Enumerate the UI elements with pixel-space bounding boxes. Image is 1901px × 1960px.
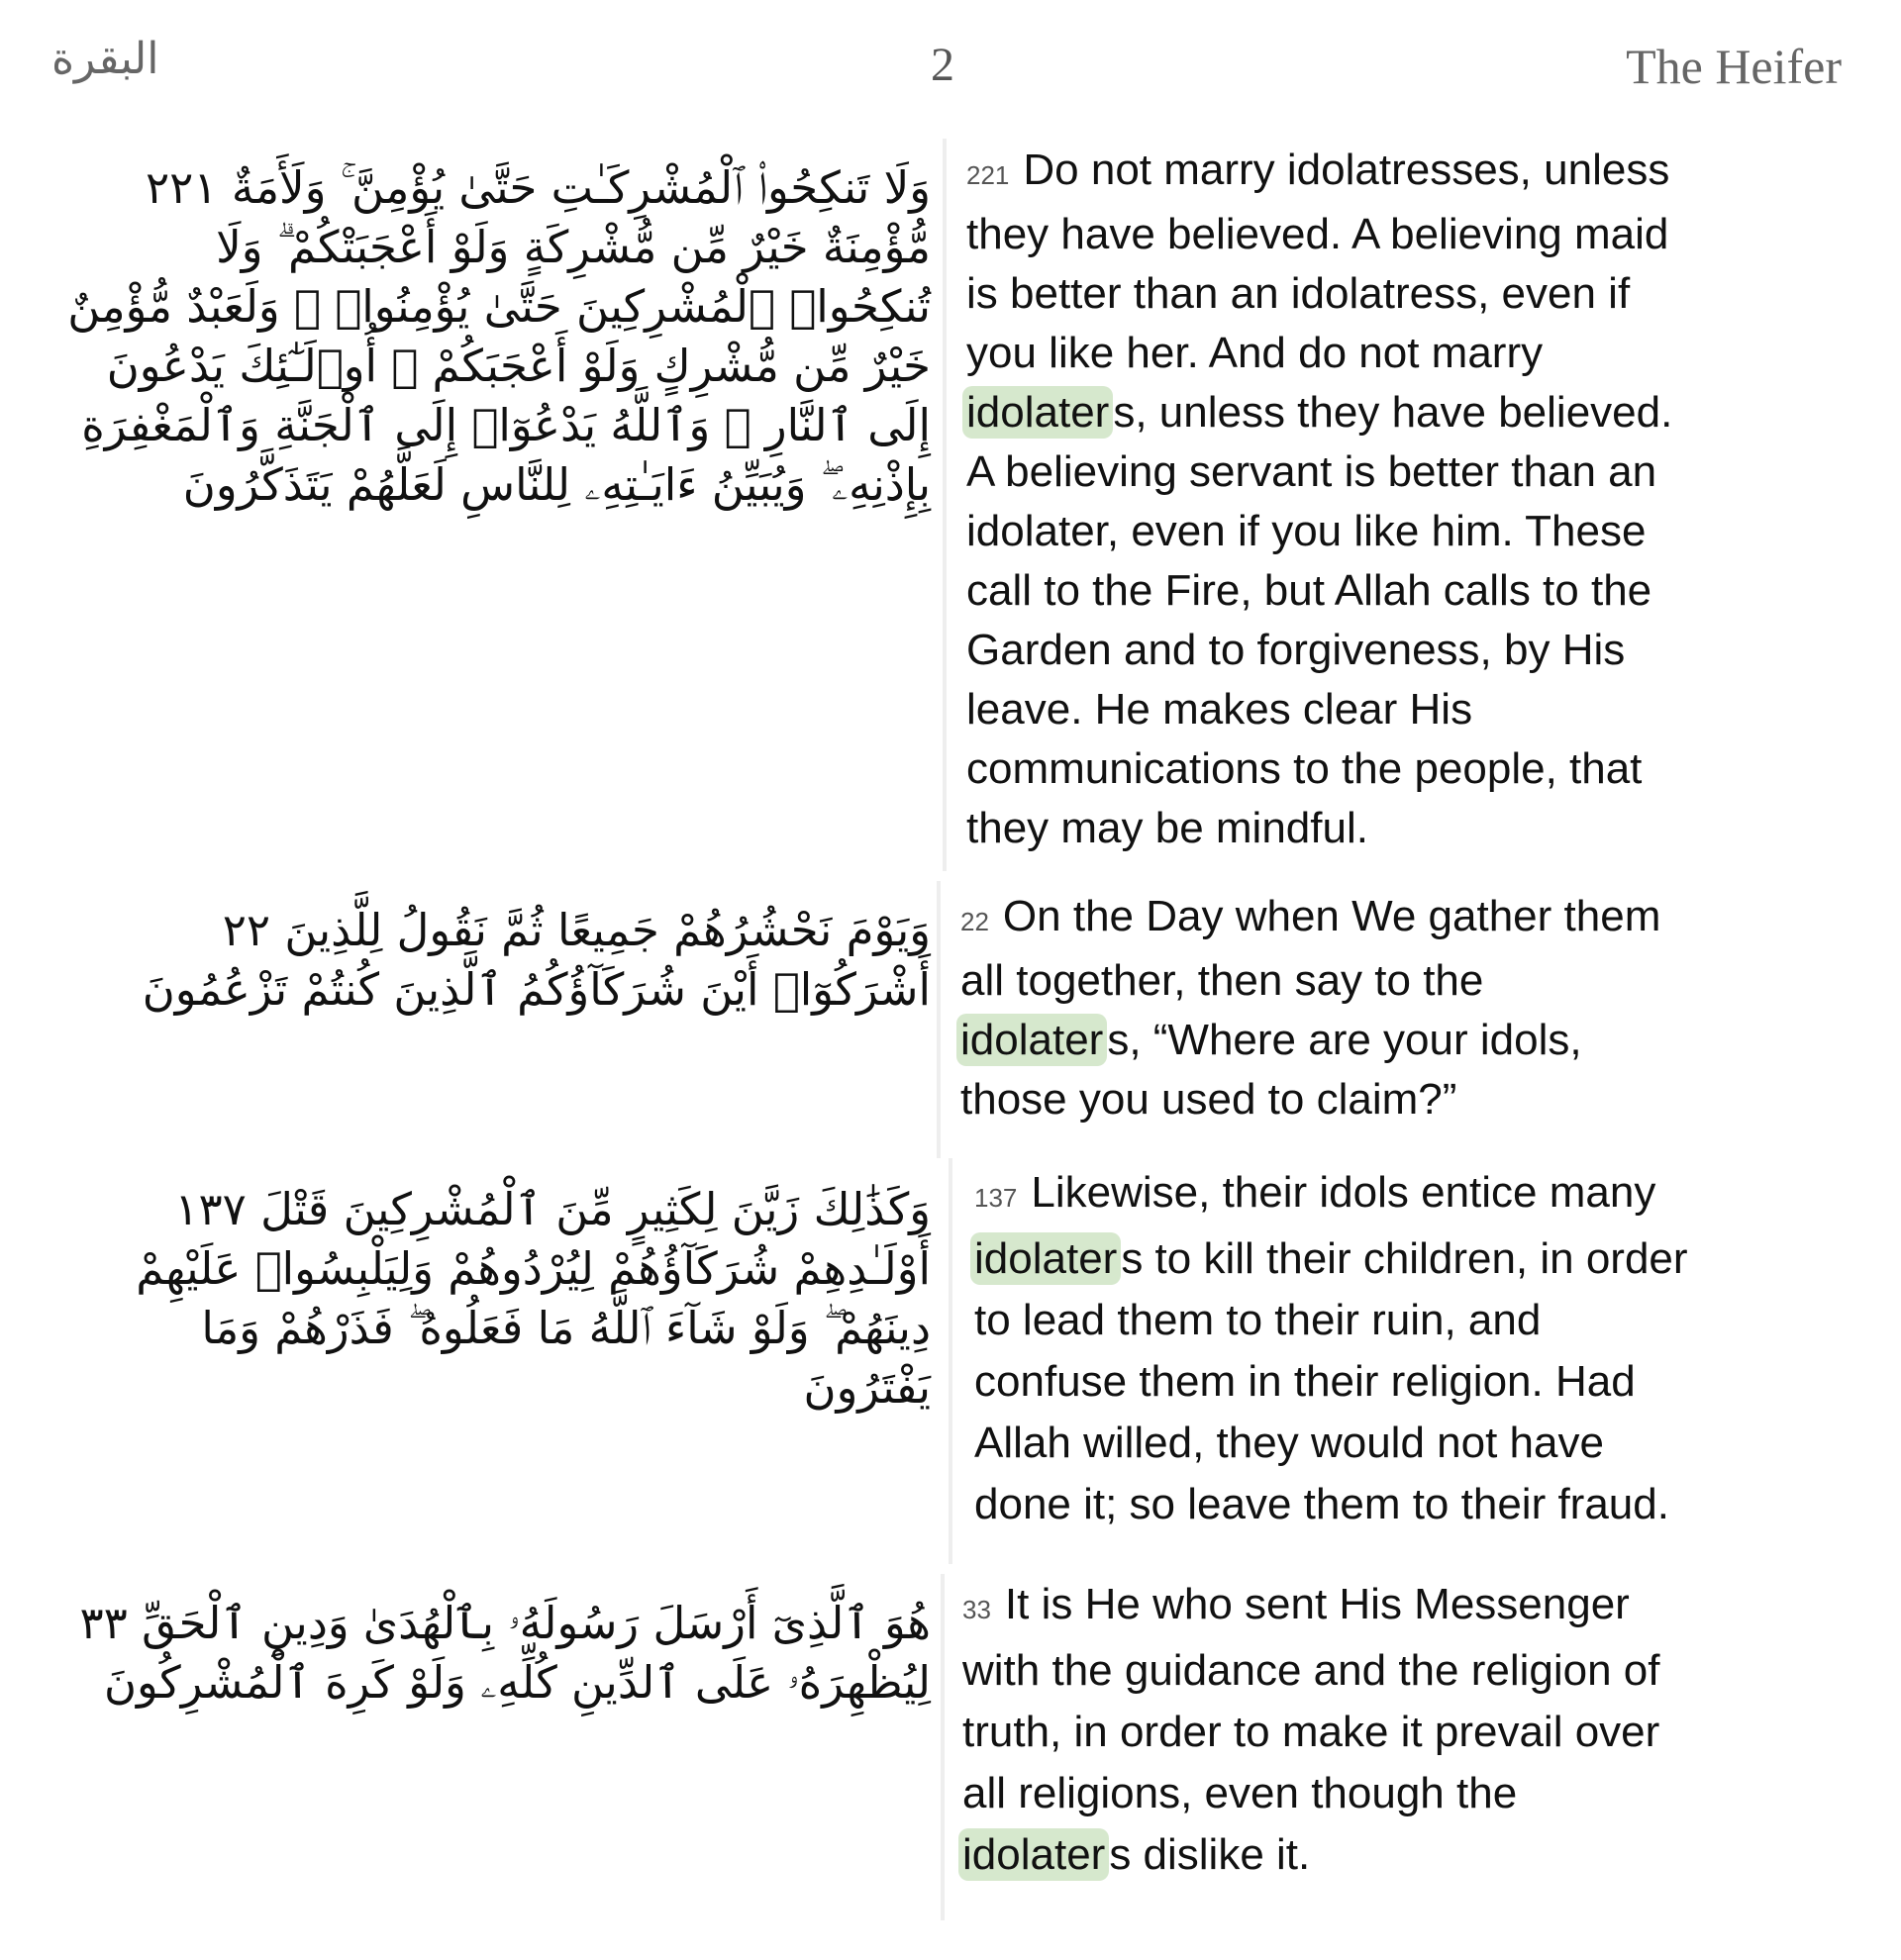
- column-divider: [943, 139, 947, 871]
- english-line: idolaters dislike it.: [962, 1824, 1660, 1886]
- english-line: 22 On the Day when We gather them: [960, 892, 1661, 940]
- surah-name-arabic: البقرة: [51, 34, 159, 84]
- arabic-line: مُّؤْمِنَةٌ خَيْرٌ مِّن مُّشْرِكَةٍ وَلَوْ أَعْجَبَتْكُمْ ۗ وَلَا: [216, 221, 931, 273]
- search-highlight[interactable]: idolater: [962, 386, 1113, 439]
- arabic-line: وَلَا تَنكِحُوا۟ ٱلْمُشْرِكَـٰتِ حَتَّىٰ يُؤْمِنَّ ۚ وَلَأَمَةٌ ٢٢١: [146, 161, 931, 214]
- english-line: Allah willed, they would not have: [974, 1419, 1604, 1467]
- english-translation: [974, 1162, 1688, 1535]
- verse-number: 33: [962, 1595, 991, 1624]
- arabic-text: [40, 158, 931, 515]
- english-line: done it; so leave them to their fraud.: [974, 1480, 1669, 1528]
- english-line: idolater, even if you like him. These: [966, 507, 1647, 555]
- arabic-line: أَوْلَـٰدِهِمْ شُرَكَآؤُهُمْ لِيُرْدُوهُمْ وَلِيَلْبِسُوا۟ عَلَيْهِمْ: [136, 1242, 931, 1295]
- search-highlight[interactable]: idolater: [958, 1828, 1109, 1881]
- verse-number: 22: [960, 907, 989, 936]
- english-line: leave. He makes clear His: [966, 685, 1473, 734]
- english-line: 33 It is He who sent His Messenger: [962, 1580, 1630, 1628]
- verse-number: 221: [966, 160, 1010, 190]
- verse-block: [0, 139, 1901, 871]
- arabic-line: دِينَهُمْ ۖ وَلَوْ شَآءَ ٱللَّهُ مَا فَعَلُوهُ ۖ فَذَرْهُمْ وَمَا: [201, 1302, 931, 1354]
- english-line: 137 Likewise, their idols entice many: [974, 1168, 1656, 1217]
- verse-block: [0, 1158, 1901, 1564]
- english-line: truth, in order to make it prevail over: [962, 1708, 1660, 1756]
- english-translation: [962, 1574, 1660, 1886]
- english-line: all together, then say to the: [960, 956, 1484, 1005]
- column-divider: [949, 1158, 952, 1564]
- english-line: with the guidance and the religion of: [962, 1646, 1660, 1695]
- english-translation: [960, 887, 1660, 1129]
- search-highlight[interactable]: idolater: [956, 1014, 1107, 1066]
- arabic-line: بِإِذْنِهِۦ ۖ وَيُبَيِّنُ ءَايَـٰتِهِۦ لِلنَّاسِ لَعَلَّهُمْ يَتَذَكَّرُونَ: [182, 458, 931, 511]
- arabic-text: [40, 1180, 931, 1418]
- english-line: idolaters to kill their children, in order: [974, 1228, 1688, 1290]
- arabic-line: أَشْرَكُوٓا۟ أَيْنَ شُرَكَآؤُكُمُ ٱلَّذِينَ كُنتُمْ تَزْعُمُونَ: [142, 963, 931, 1016]
- column-divider: [941, 1574, 945, 1920]
- arabic-line: لِيُظْهِرَهُۥ عَلَى ٱلدِّينِ كُلِّهِۦ وَلَوْ كَرِهَ ٱلْمُشْرِكُونَ: [103, 1656, 931, 1709]
- arabic-line: وَكَذَٰلِكَ زَيَّنَ لِكَثِيرٍ مِّنَ ٱلْمُشْرِكِينَ قَتْلَ ١٣٧: [174, 1183, 931, 1235]
- verse-number: 137: [974, 1183, 1018, 1213]
- page-header: [0, 0, 1901, 129]
- arabic-text: [40, 1594, 931, 1713]
- english-line: idolaters, unless they have believed.: [966, 383, 1672, 442]
- english-line: confuse them in their religion. Had: [974, 1357, 1636, 1406]
- english-line: all religions, even though the: [962, 1769, 1518, 1817]
- search-highlight[interactable]: idolater: [970, 1232, 1121, 1285]
- english-line: idolaters, “Where are your idols,: [960, 1011, 1660, 1070]
- english-line: 221 Do not marry idolatresses, unless: [966, 146, 1670, 194]
- english-line: is better than an idolatress, even if: [966, 269, 1631, 318]
- page-number: 2: [931, 39, 954, 91]
- english-line: call to the Fire, but Allah calls to the: [966, 566, 1652, 615]
- arabic-line: إِلَى ٱلنَّارِ ۖ وَٱللَّهُ يَدْعُوٓا۟ إِلَى ٱلْجَنَّةِ وَٱلْمَغْفِرَةِ: [81, 399, 931, 451]
- arabic-line: يَفْتَرُونَ: [803, 1361, 931, 1414]
- verse-block: [0, 881, 1901, 1158]
- english-line: communications to the people, that: [966, 744, 1643, 793]
- arabic-line: وَيَوْمَ نَحْشُرُهُمْ جَمِيعًا ثُمَّ نَقُولُ لِلَّذِينَ ٢٢: [222, 904, 931, 956]
- surah-name-english: The Heifer: [1626, 39, 1842, 94]
- english-line: A believing servant is better than an: [966, 447, 1657, 496]
- english-line: they may be mindful.: [966, 804, 1368, 852]
- english-line: to lead them to their ruin, and: [974, 1296, 1542, 1344]
- english-line: you like her. And do not marry: [966, 329, 1544, 377]
- english-line: they have believed. A believing maid: [966, 210, 1669, 258]
- arabic-text: [40, 901, 931, 1020]
- english-line: those you used to claim?”: [960, 1075, 1457, 1124]
- arabic-line: هُوَ ٱلَّذِىٓ أَرْسَلَ رَسُولَهُۥ بِٱلْهُدَىٰ وَدِينِ ٱلْحَقِّ ٣٣: [79, 1597, 931, 1649]
- verse-block: [0, 1574, 1901, 1930]
- english-translation: [966, 141, 1672, 858]
- arabic-line: تُنكِحُوا۟ ٱلْمُشْرِكِينَ حَتَّىٰ يُؤْمِنُوا۟ ۚ وَلَعَبْدٌ مُّؤْمِنٌ: [67, 280, 931, 333]
- english-line: Garden and to forgiveness, by His: [966, 626, 1626, 674]
- arabic-line: خَيْرٌ مِّن مُّشْرِكٍ وَلَوْ أَعْجَبَكُمْ ۗ أُو۟لَـٰٓئِكَ يَدْعُونَ: [106, 340, 931, 392]
- column-divider: [937, 881, 941, 1158]
